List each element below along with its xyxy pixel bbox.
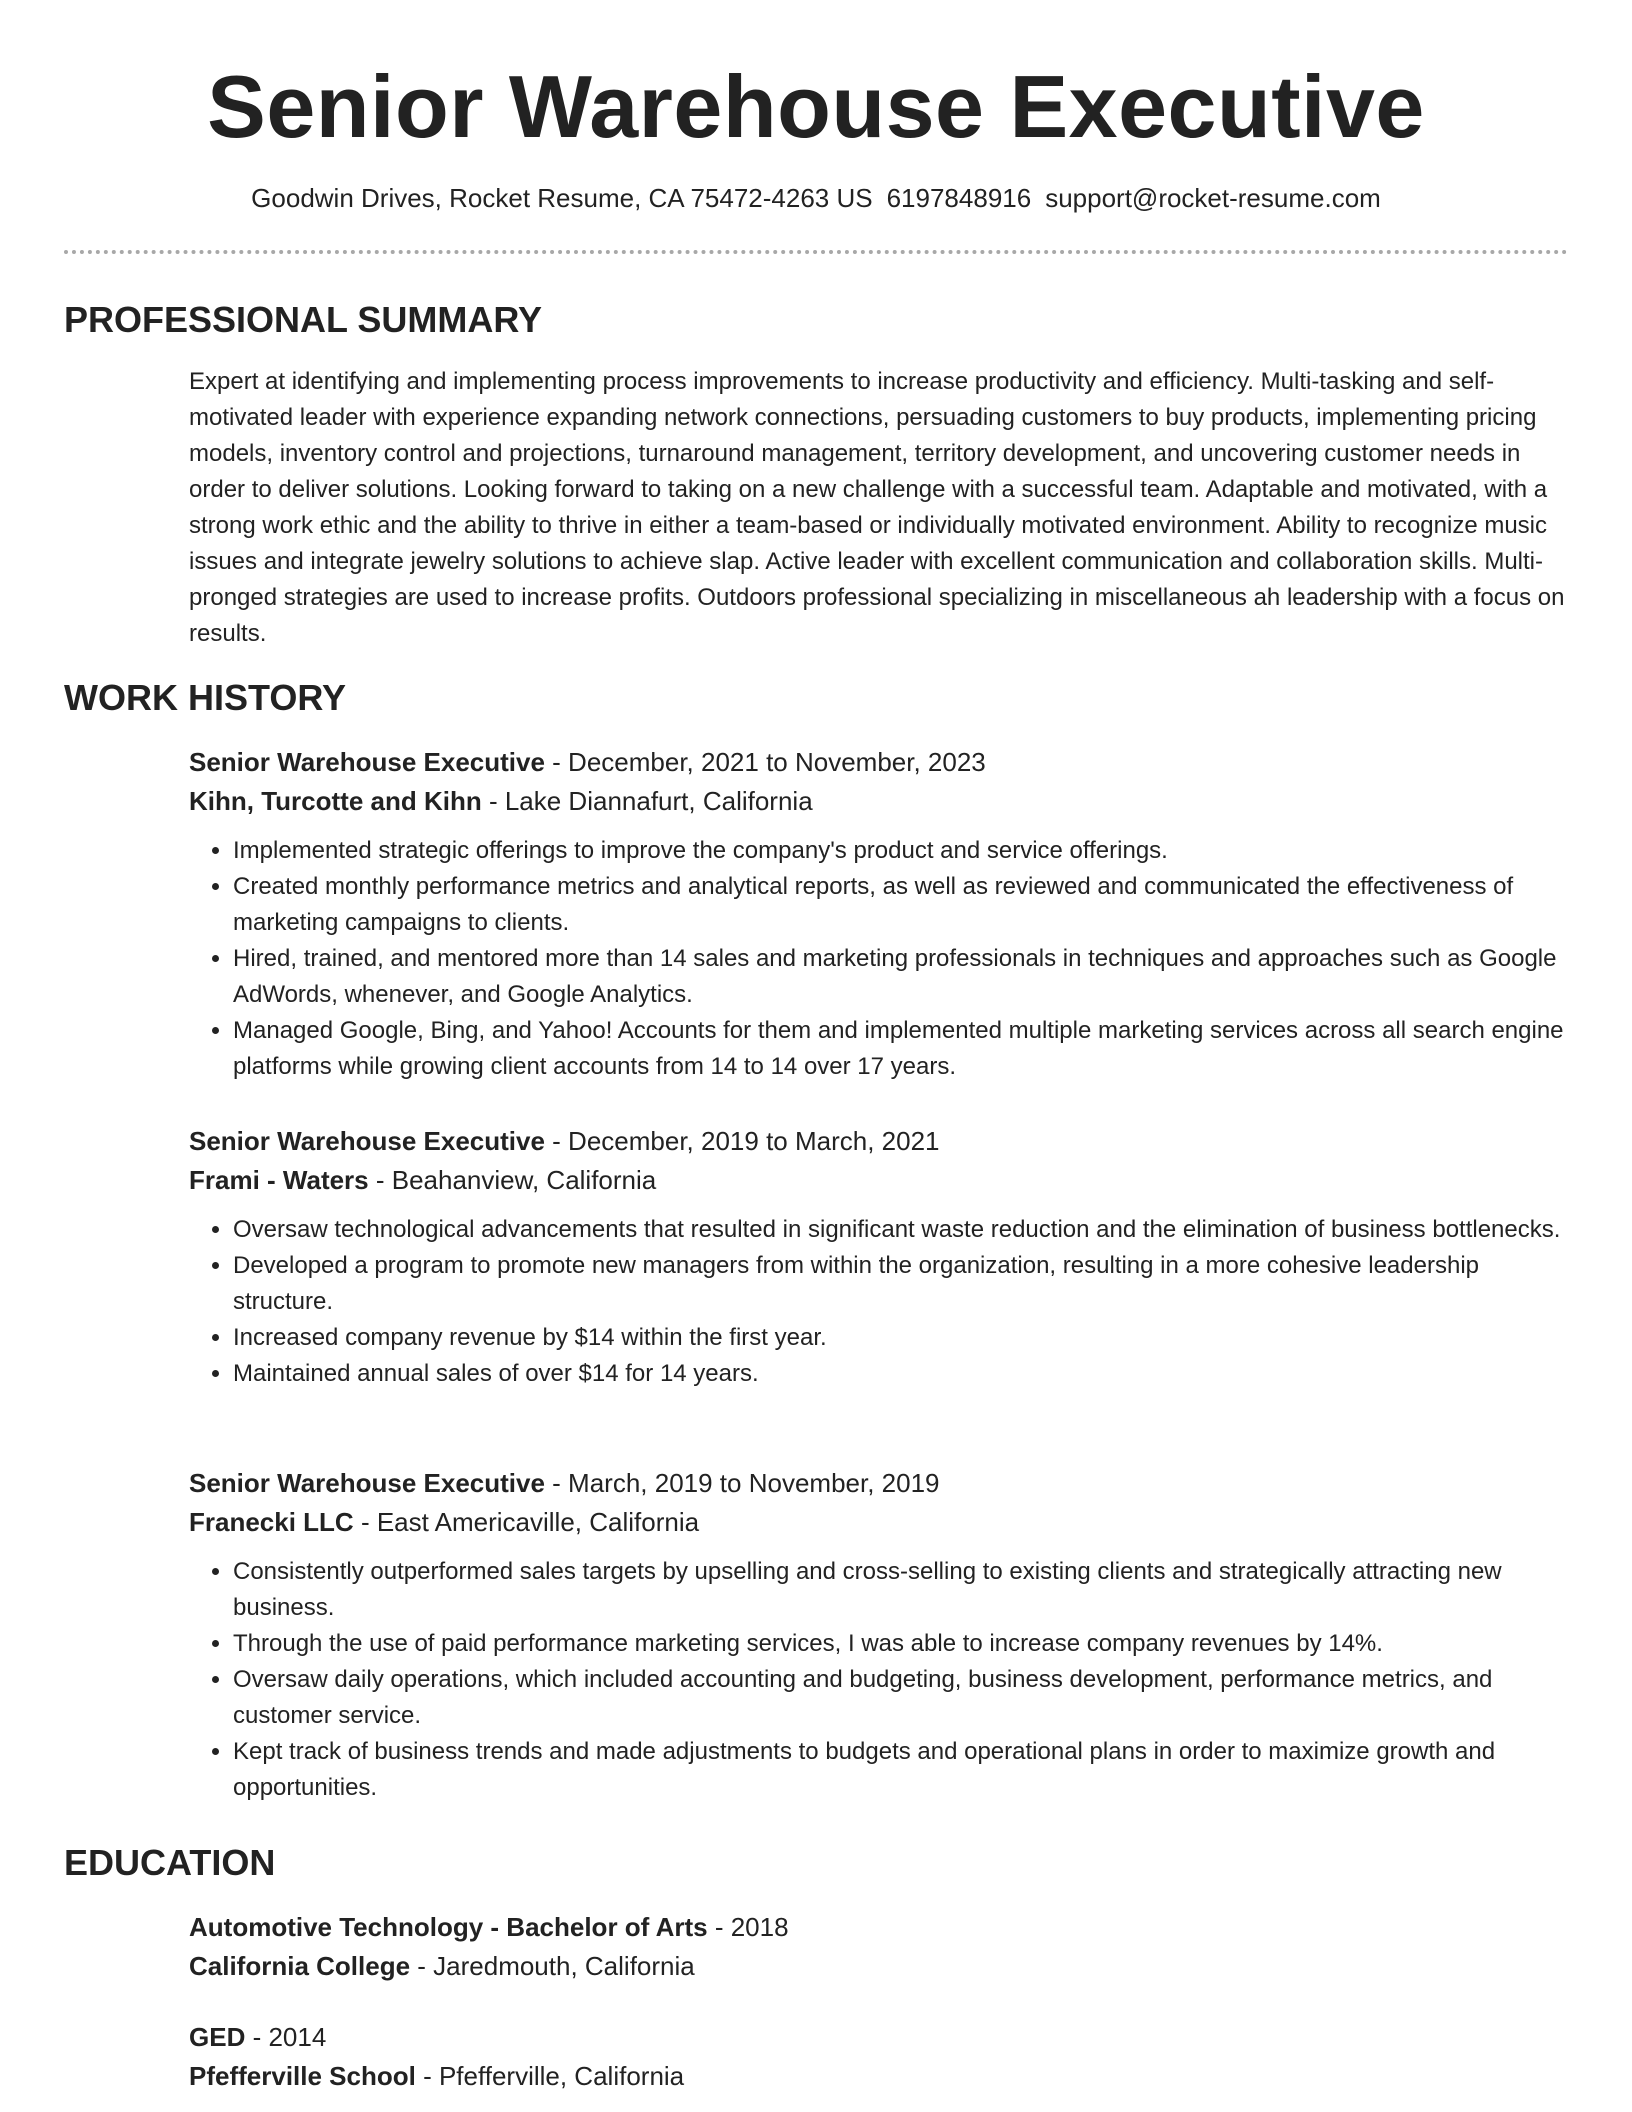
job-company-line <box>189 1503 1569 1542</box>
section-title-education: EDUCATION <box>64 1842 276 1883</box>
header-divider <box>64 250 1568 254</box>
job-title: Senior Warehouse Executive <box>189 1468 545 1498</box>
job-title: Senior Warehouse Executive <box>189 747 545 777</box>
job-company-line <box>189 782 1569 821</box>
education-location: - Pfefferville, California <box>415 2061 685 2091</box>
education-year: - 2014 <box>245 2022 327 2052</box>
education-degree-line <box>189 1908 1569 1947</box>
job-bullet: • Created monthly performance metrics and analytical reports, as well as reviewed and communicated the effectiveness of marketing campaigns to clients. <box>233 869 1569 941</box>
job-title-line <box>189 1464 1569 1503</box>
job-title: Senior Warehouse Executive <box>189 1126 545 1156</box>
job-dates: - March, 2019 to November, 2019 <box>544 1468 940 1498</box>
job-entry <box>189 1464 1569 1806</box>
education-degree-line <box>189 2018 1569 2057</box>
job-location: - Beahanview, California <box>368 1165 657 1195</box>
job-bullets <box>189 1212 1569 1392</box>
job-bullet: • Maintained annual sales of over $14 for 14 years. <box>233 1356 1569 1392</box>
job-title-line <box>189 1122 1569 1161</box>
job-bullets <box>189 833 1569 1085</box>
job-company: Frami - Waters <box>189 1165 369 1195</box>
education-school-line <box>189 1947 1569 1986</box>
job-entry <box>189 743 1569 1085</box>
job-bullet: • Consistently outperformed sales targets by upselling and cross-selling to existing clients and strategically attracting new business. <box>233 1554 1569 1626</box>
section-title-work-history: WORK HISTORY <box>64 677 347 718</box>
education-school: Pfefferville School <box>189 2061 416 2091</box>
job-bullet: • Implemented strategic offerings to improve the company's product and service offerings. <box>233 833 1569 869</box>
education-entry <box>189 1908 1569 1986</box>
job-dates: - December, 2021 to November, 2023 <box>544 747 986 777</box>
job-bullet: • Kept track of business trends and made adjustments to budgets and operational plans in order to maximize growth and opportunities. <box>233 1734 1569 1806</box>
job-title-line <box>189 743 1569 782</box>
job-location: - East Americaville, California <box>353 1507 700 1537</box>
education-degree: GED <box>189 2022 246 2052</box>
job-bullet: • Oversaw technological advancements that resulted in significant waste reduction and the elimination of business bottlenecks. <box>233 1212 1569 1248</box>
contact-address: Goodwin Drives, Rocket Resume, CA 75472-4263 US <box>251 183 873 213</box>
job-company: Kihn, Turcotte and Kihn <box>189 786 482 816</box>
job-company-line <box>189 1161 1569 1200</box>
education-school-line <box>189 2057 1569 2096</box>
contact-phone: 6197848916 <box>886 183 1032 213</box>
job-bullet: • Oversaw daily operations, which included accounting and budgeting, business development, performance metrics, and customer service. <box>233 1662 1569 1734</box>
job-bullet: • Through the use of paid performance marketing services, I was able to increase company revenues by 14%. <box>233 1626 1569 1662</box>
job-company: Franecki LLC <box>189 1507 354 1537</box>
education-year: - 2018 <box>707 1912 789 1942</box>
education-location: - Jaredmouth, California <box>410 1951 695 1981</box>
job-bullet: • Developed a program to promote new managers from within the organization, resulting in a more cohesive leadership structure. <box>233 1248 1569 1320</box>
job-location: - Lake Diannafurt, California <box>481 786 813 816</box>
job-bullets <box>189 1554 1569 1806</box>
education-entry <box>189 2018 1569 2096</box>
job-bullet: • Increased company revenue by $14 within the first year. <box>233 1320 1569 1356</box>
section-title-summary: PROFESSIONAL SUMMARY <box>64 299 543 340</box>
job-entry <box>189 1122 1569 1392</box>
candidate-name: Senior Warehouse Executive <box>207 57 1425 156</box>
contact-email: support@rocket-resume.com <box>1045 183 1381 213</box>
job-bullet: • Managed Google, Bing, and Yahoo! Accounts for them and implemented multiple marketing services across all search engine platforms while growing client accounts from 14 to 14 over 17 years. <box>233 1013 1569 1085</box>
job-bullet: • Hired, trained, and mentored more than 14 sales and marketing professionals in techniques and approaches such as Google AdWords, whenever, and Google Analytics. <box>233 941 1569 1013</box>
contact-line <box>0 180 1632 216</box>
education-school: California College <box>189 1951 411 1981</box>
education-degree: Automotive Technology - Bachelor of Arts <box>189 1912 708 1942</box>
job-dates: - December, 2019 to March, 2021 <box>544 1126 940 1156</box>
summary-text: Expert at identifying and implementing process improvements to increase productivity and efficiency. Multi-tasking and self-motivated leader with experience expanding network connections, persuading customers to buy products, implementing pricing models, inventory control and projections, turnaround management, territory development, and uncovering customer needs in order to deliver solutions. Looking forward to taking on a new challenge with a successful team. Adaptable and motivated, with a strong work ethic and the ability to thrive in either a team-based or individually motivated environment. Ability to recognize music issues and integrate jewelry solutions to achieve slap. Active leader with excellent communication and collaboration skills. Multi-pronged strategies are used to increase profits. Outdoors professional specializing in miscellaneous ah leadership with a focus on results. <box>189 368 1565 647</box>
